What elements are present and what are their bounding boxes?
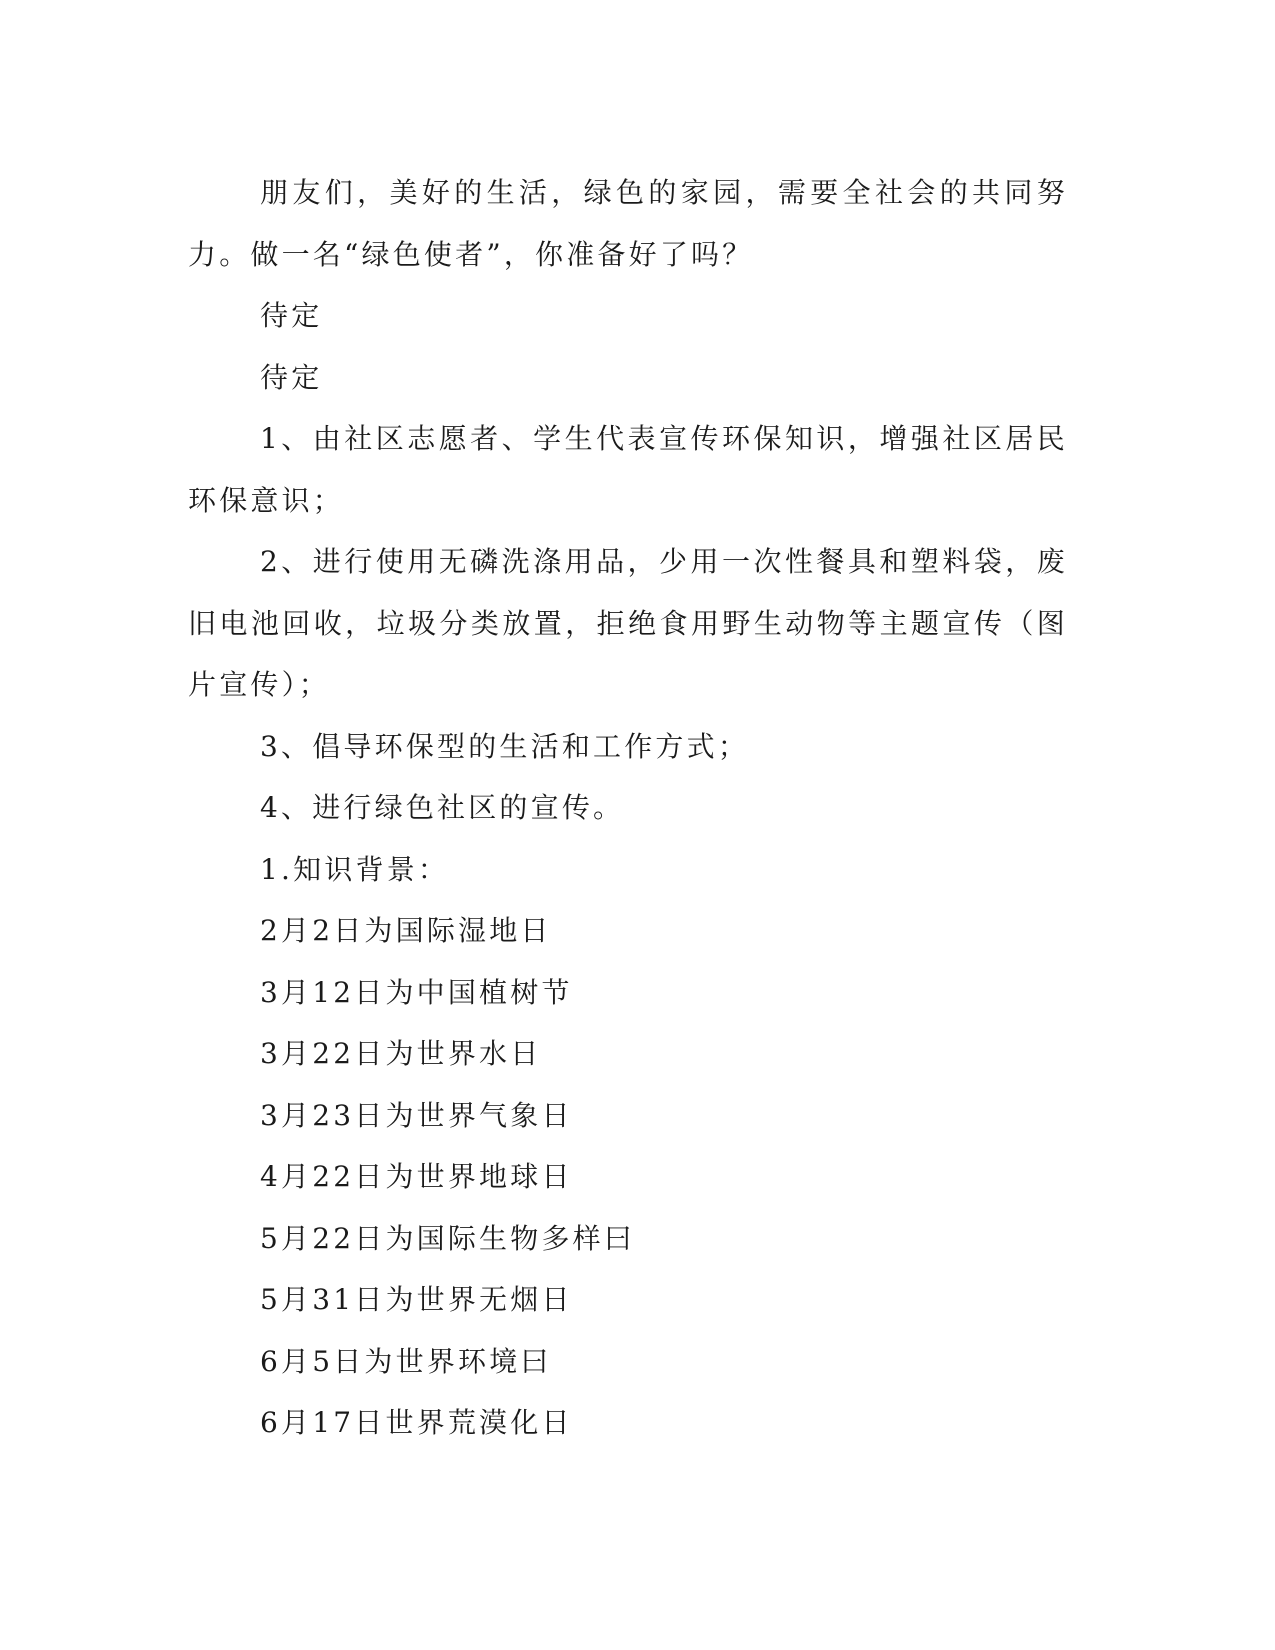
paragraph-green-messenger: 朋友们，美好的生活，绿色的家园，需要全社会的共同努力。做一名“绿色使者”，你准备好了吗？ (188, 176, 1068, 271)
list-item-2: 2、进行使用无磷洗涤用品，少用一次性餐具和塑料袋，废旧电池回收，垃圾分类放置，拒绝食用野生动物等主题宣传（图片宣传）； (188, 545, 1068, 701)
date-item: 3月12日为中国植树节 (260, 975, 573, 1009)
list-item-4: 4、进行绿色社区的宣传。 (260, 791, 625, 824)
date-item: 6月5日为世界环境曰 (260, 1344, 552, 1378)
date-item: 5月22日为国际生物多样曰 (260, 1221, 636, 1255)
date-item: 2月2日为国际湿地日 (260, 914, 552, 947)
paragraph-tbd-1: 待定 (260, 299, 323, 332)
section-heading-knowledge-background: 1.知识背景： (260, 852, 450, 886)
list-item-1: 1、由社区志愿者、学生代表宣传环保知识，增强社区居民环保意识； (188, 422, 1068, 517)
list-item-3: 3、倡导环保型的生活和工作方式； (260, 729, 750, 763)
date-item: 5月31日为世界无烟日 (260, 1283, 573, 1316)
paragraph-tbd-2: 待定 (260, 360, 323, 394)
date-item: 6月17日世界荒漠化日 (260, 1406, 573, 1439)
document-body (188, 162, 1068, 1454)
date-item: 3月22日为世界水日 (260, 1037, 542, 1070)
date-item: 3月23日为世界气象日 (260, 1098, 573, 1132)
date-item: 4月22日为世界地球日 (260, 1160, 573, 1193)
